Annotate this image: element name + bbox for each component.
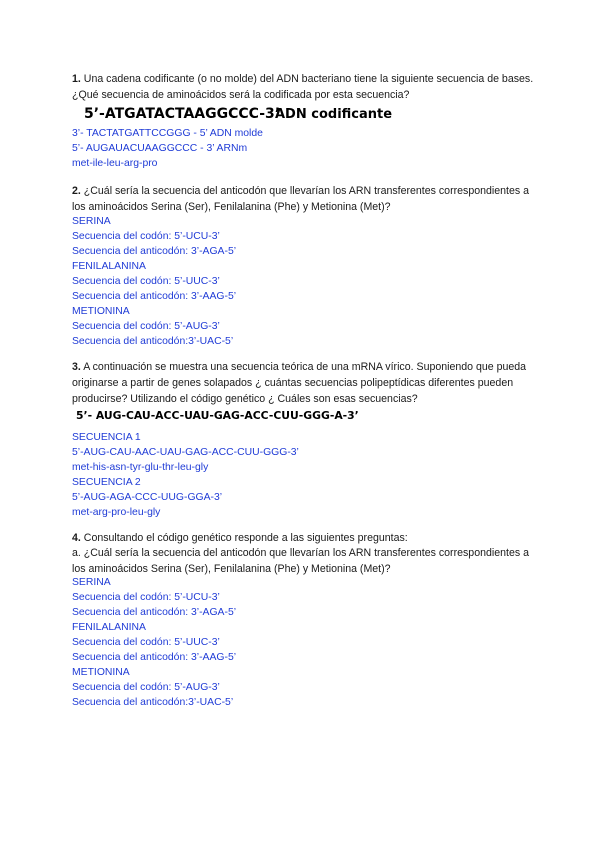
answer-line: Secuencia del codón: 5’-UCU-3’ — [72, 592, 220, 603]
answer-line: Secuencia del anticodón: 3’-AAG-5’ — [72, 291, 237, 302]
dna-sequence-label: ADN codificante — [275, 107, 393, 122]
answer-line: met-his-asn-tyr-glu-thr-leu-gly — [72, 462, 209, 473]
question-2 — [72, 183, 542, 215]
question-1-number: 1. — [72, 73, 81, 85]
answer-line: FENILALANINA — [72, 261, 146, 272]
answer-line: met-arg-pro-leu-gly — [72, 507, 161, 518]
answer-line: Secuencia del codón: 5’-AUG-3’ — [72, 682, 220, 693]
answer-line: FENILALANINA — [72, 622, 146, 633]
answer-line: SERINA — [72, 216, 111, 227]
answer-line: Secuencia del anticodón: 3’-AGA-5’ — [72, 246, 237, 257]
answer-line: 3’- TACTATGATTCCGGG - 5’ ADN molde — [72, 128, 263, 139]
question-2-number: 2. — [72, 185, 81, 197]
answer-line: Secuencia del anticodón:3’-UAC-5’ — [72, 336, 234, 347]
question-3 — [72, 359, 542, 407]
question-1-answer — [72, 126, 263, 171]
answer-line: SECUENCIA 1 — [72, 432, 141, 443]
answer-line: SECUENCIA 2 — [72, 477, 141, 488]
answer-line: met-ile-leu-arg-pro — [72, 158, 158, 169]
answer-line: Secuencia del anticodón: 3’-AAG-5’ — [72, 652, 237, 663]
question-2-answer — [72, 214, 236, 349]
question-4-answer — [72, 575, 236, 710]
answer-line: Secuencia del codón: 5’-UUC-3’ — [72, 637, 220, 648]
question-3-answer — [72, 430, 299, 520]
answer-line: Secuencia del codón: 5’-UUC-3’ — [72, 276, 220, 287]
mrna-sequence: 5’- AUG-CAU-ACC-UAU-GAG-ACC-CUU-GGG-A-3’ — [76, 409, 359, 422]
answer-line: METIONINA — [72, 306, 130, 317]
question-3-text: A continuación se muestra una secuencia teórica de una mRNA vírico. Suponiendo que pueda originarse a partir de genes solapados ¿ cuántas secuencias polipeptídicas diferentes pueden producirse? Utilizando el código genético ¿ Cuáles son esas secuencias? — [72, 361, 527, 405]
answer-line: 5’-AUG-AGA-CCC-UUG-GGA-3’ — [72, 492, 223, 503]
answer-line: Secuencia del anticodón:3’-UAC-5’ — [72, 697, 234, 708]
answer-line: 5’-AUG-CAU-AAC-UAU-GAG-ACC-CUU-GGG-3’ — [72, 447, 299, 458]
question-3-number: 3. — [72, 361, 81, 373]
question-1-text: Una cadena codificante (o no molde) del ADN bacteriano tiene la siguiente secuencia de bases. ¿Qué secuencia de aminoácidos será la codificada por esta secuencia? — [72, 73, 534, 101]
answer-line: 5’- AUGAUACUAAGGCCC - 3’ ARNm — [72, 143, 248, 154]
question-2-text: ¿Cuál sería la secuencia del anticodón que llevarían los ARN transferentes correspondientes a los aminoácidos Serina (Ser), Fenilalanina (Phe) y Metionina (Met)? — [72, 185, 529, 213]
question-1 — [72, 71, 542, 103]
answer-line: Secuencia del codón: 5’-AUG-3’ — [72, 321, 220, 332]
dna-sequence: 5’-ATGATACTAAGGCCC-3’ — [84, 106, 281, 122]
question-4-text: Consultando el código genético responde a las siguientes preguntas: — [83, 532, 408, 544]
answer-line: METIONINA — [72, 667, 130, 678]
question-4 — [72, 530, 542, 546]
answer-line: SERINA — [72, 577, 111, 588]
question-4a: a. ¿Cuál sería la secuencia del anticodón que llevarían los ARN transferentes correspondientes a los aminoácidos Serina (Ser), Fenilalanina (Phe) y Metionina (Met)? — [72, 547, 529, 575]
answer-line: Secuencia del codón: 5’-UCU-3’ — [72, 231, 220, 242]
question-4-number: 4. — [72, 532, 81, 544]
answer-line: Secuencia del anticodón: 3’-AGA-5’ — [72, 607, 237, 618]
